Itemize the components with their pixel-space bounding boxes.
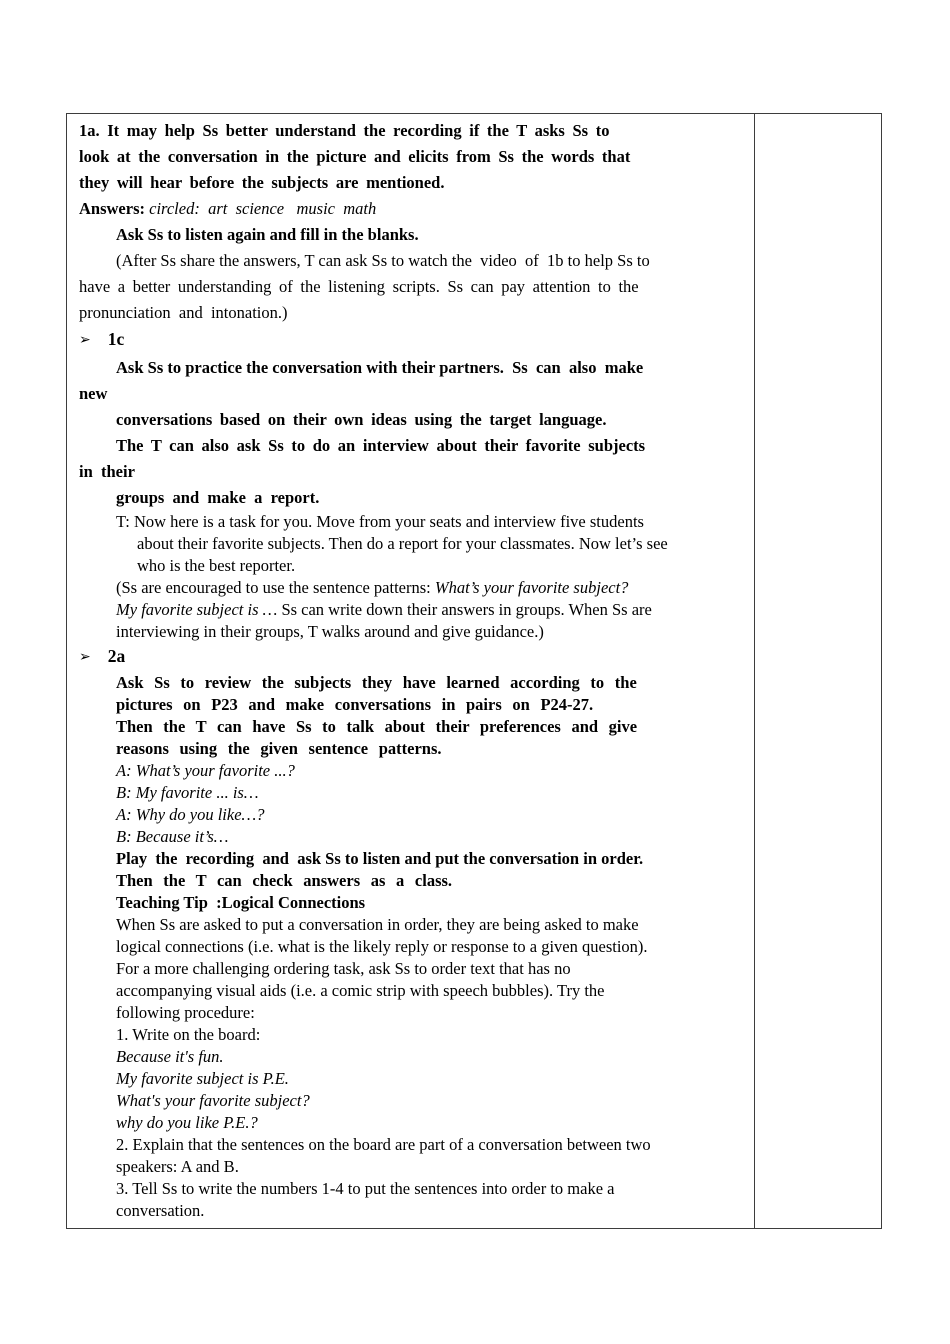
text-run: accompanying visual aids (i.e. a comic strip with speech bubbles). Try the <box>116 981 605 1000</box>
text-line <box>79 300 741 326</box>
text-run: in their <box>79 462 135 481</box>
text-line <box>79 1134 741 1156</box>
text-line <box>79 1178 741 1200</box>
section-label: 1c <box>107 329 125 349</box>
arrow-bullet-icon: ➢ <box>79 332 91 348</box>
text-run: groups and make a report. <box>116 488 320 507</box>
text-run: conversations based on their own ideas using the target language. <box>116 410 607 429</box>
text-run: When Ss are asked to put a conversation in order, they are being asked to make <box>116 915 639 934</box>
lesson-plan-table <box>66 113 882 1229</box>
arrow-bullet-icon: ➢ <box>79 649 91 665</box>
text-line <box>79 1112 741 1134</box>
text-run: circled: art science music math <box>145 199 377 218</box>
text-line <box>79 222 741 248</box>
text-line <box>79 577 741 599</box>
text-line <box>79 1046 741 1068</box>
text-line <box>79 381 741 407</box>
text-run: 1a. It may help Ss better understand the recording if the T asks Ss to <box>79 121 610 140</box>
text-run: speakers: A and B. <box>116 1157 239 1176</box>
text-run: 1. Write on the board: <box>116 1025 261 1044</box>
text-run: logical connections (i.e. what is the likely reply or response to a given question). <box>116 937 648 956</box>
text-run: pictures on P23 and make conversations in pairs on P24-27. <box>116 695 594 714</box>
text-line <box>79 870 741 892</box>
text-line <box>79 621 741 643</box>
text-line <box>79 672 741 694</box>
text-line <box>79 1200 741 1222</box>
text-run: interviewing in their groups, T walks around and give guidance.) <box>116 622 544 641</box>
text-line <box>79 1090 741 1112</box>
text-run: new <box>79 384 108 403</box>
text-run: What’s your favorite subject? <box>434 578 629 597</box>
text-line <box>79 485 741 511</box>
text-line <box>79 144 741 170</box>
text-line <box>79 355 741 381</box>
text-run: pronunciation and intonation.) <box>79 303 288 322</box>
text-line <box>79 1068 741 1090</box>
text-line <box>79 738 741 760</box>
text-run: (Ss are encouraged to use the sentence patterns: <box>116 578 435 597</box>
text-line <box>79 892 741 914</box>
text-line <box>79 170 741 196</box>
text-line <box>79 118 741 144</box>
text-run: (After Ss share the answers, T can ask Ss to watch the video of 1b to help Ss to <box>116 251 650 270</box>
text-run: who is the best reporter. <box>137 556 296 575</box>
section-label: 2a <box>107 646 126 666</box>
text-run: 3. Tell Ss to write the numbers 1-4 to put the sentences into order to make a <box>116 1179 615 1198</box>
text-run: Ss can write down their answers in groups. When Ss are <box>277 600 652 619</box>
text-run: My favorite subject is P.E. <box>116 1069 289 1088</box>
text-run: about their favorite subjects. Then do a report for your classmates. Now let’s see <box>137 534 668 553</box>
text-run: 2. Explain that the sentences on the board are part of a conversation between two <box>116 1135 651 1154</box>
text-line <box>79 1002 741 1024</box>
text-line <box>79 716 741 738</box>
text-run: following procedure: <box>116 1003 255 1022</box>
text-line <box>79 248 741 274</box>
text-line <box>79 555 741 577</box>
text-run: Ask Ss to practice the conversation with their partners. Ss can also make <box>116 358 644 377</box>
text-run: reasons using the given sentence patterns. <box>116 739 442 758</box>
text-line <box>79 511 741 533</box>
text-line <box>79 760 741 782</box>
text-line <box>79 407 741 433</box>
text-line <box>79 958 741 980</box>
text-line <box>79 980 741 1002</box>
text-line <box>79 782 741 804</box>
text-run: For a more challenging ordering task, ask Ss to order text that has no <box>116 959 571 978</box>
text-line <box>79 433 741 459</box>
text-run: conversation. <box>116 1201 205 1220</box>
text-run: The T can also ask Ss to do an interview about their favorite subjects <box>116 436 646 455</box>
text-run: A: What’s your favorite ...? <box>116 761 295 780</box>
text-run: What's your favorite subject? <box>116 1091 310 1110</box>
text-run: have a better understanding of the listening scripts. Ss can pay attention to the <box>79 277 639 296</box>
text-run: Ask Ss to listen again and fill in the blanks. <box>116 225 419 244</box>
text-run: A: Why do you like…? <box>116 805 265 824</box>
text-line <box>79 196 741 222</box>
text-line <box>79 274 741 300</box>
text-run: Teaching Tip :Logical Connections <box>116 893 366 912</box>
text-run: B: Because it’s… <box>116 827 229 846</box>
text-line <box>79 826 741 848</box>
text-line <box>79 936 741 958</box>
text-run: Then the T can have Ss to talk about their preferences and give <box>116 717 638 736</box>
text-line <box>79 459 741 485</box>
text-run: T: Now here is a task for you. Move from your seats and interview five students <box>116 512 644 531</box>
text-run: they will hear before the subjects are mentioned. <box>79 173 445 192</box>
text-run: why do you like P.E.? <box>116 1113 258 1132</box>
text-line <box>79 848 741 870</box>
table-cell-content <box>67 114 755 1228</box>
text-run: Ask Ss to review the subjects they have learned according to the <box>116 673 637 692</box>
text-line <box>79 694 741 716</box>
text-line <box>79 533 741 555</box>
text-line <box>79 1156 741 1178</box>
text-line <box>79 804 741 826</box>
section-bullet-item <box>79 326 741 355</box>
text-run: look at the conversation in the picture and elicits from Ss the words that <box>79 147 631 166</box>
text-run: Answers: <box>79 199 145 218</box>
text-line <box>79 599 741 621</box>
text-line <box>79 914 741 936</box>
text-line <box>79 1024 741 1046</box>
table-cell-empty-notes <box>755 114 881 1228</box>
text-run: Then the T can check answers as a class. <box>116 871 453 890</box>
section-bullet-item <box>79 643 741 672</box>
text-run: B: My favorite ... is… <box>116 783 259 802</box>
text-run: Because it's fun. <box>116 1047 224 1066</box>
text-run: Play the recording and ask Ss to listen and put the conversation in order. <box>116 849 644 868</box>
text-run: My favorite subject is … <box>116 600 278 619</box>
